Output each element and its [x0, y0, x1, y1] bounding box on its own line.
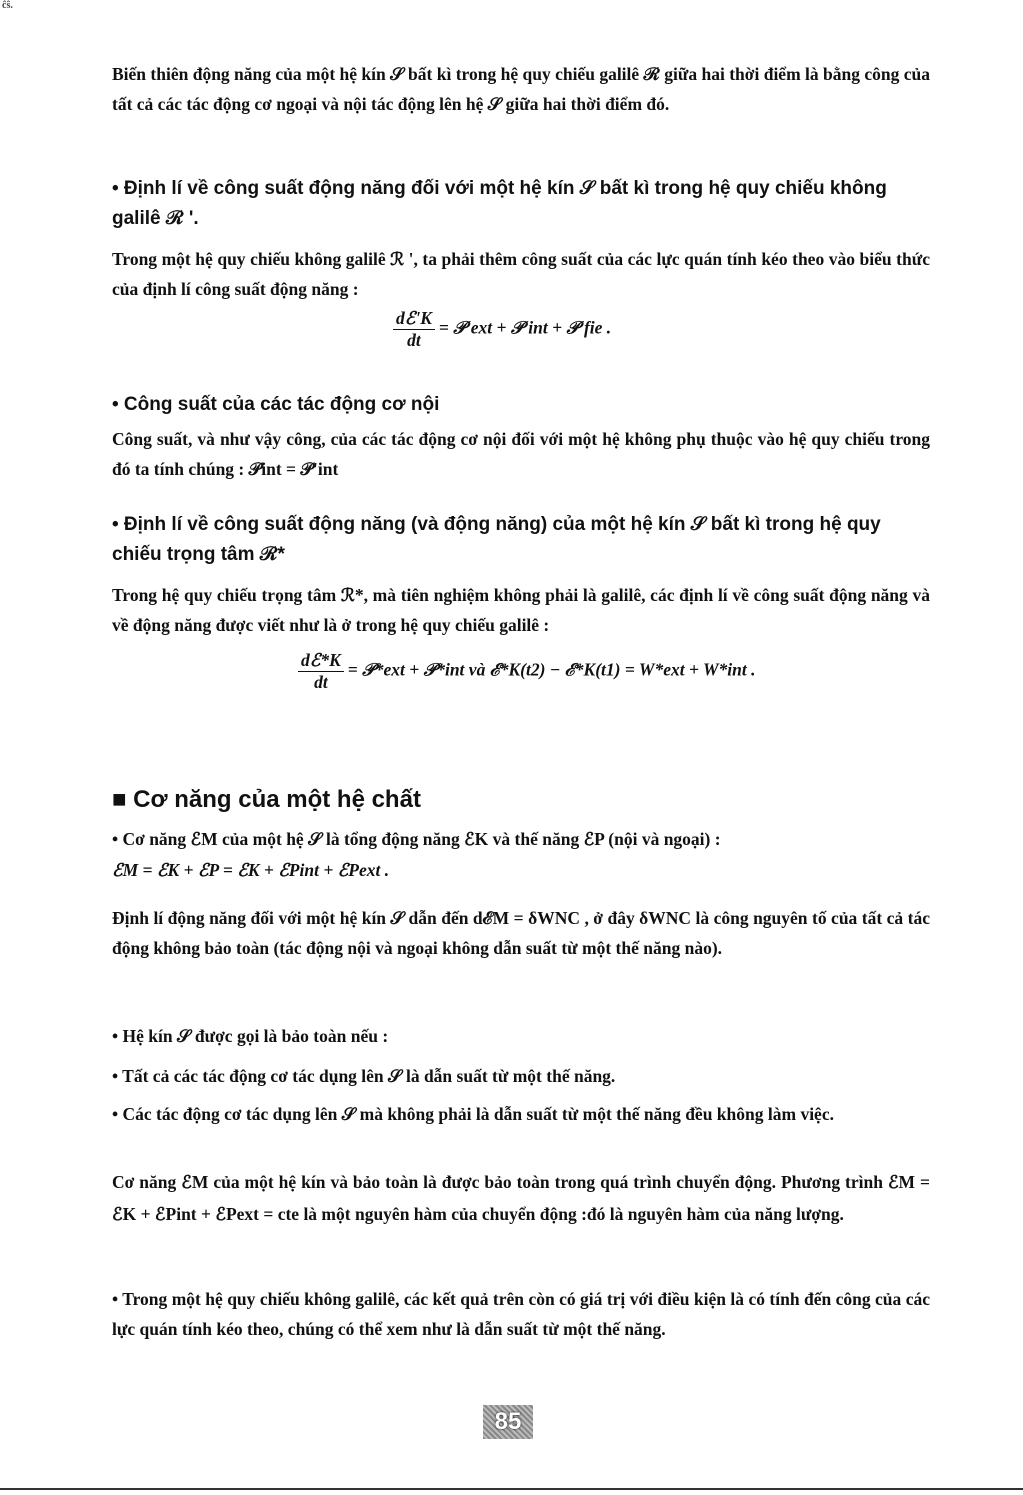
formula-rhs: = 𝒫'ext + 𝒫'int + 𝒫'fie . — [438, 317, 612, 338]
formula-numerator: dℰ*K — [298, 650, 344, 672]
paragraph-internal-power: Công suất, và như vậy công, của các tác động cơ nội đối với một hệ không phụ thuộc vào hệ quy chiếu trong đó ta tính chúng : 𝒫int = 𝒫'int — [112, 429, 930, 479]
heading-power-theorem-non-galilean: • Định lí về công suất động năng đối với một hệ kín 𝒮 bất kì trong hệ quy chiếu không galilê ℛ '. — [112, 178, 887, 229]
paragraph-non-galilean-note: • Trong một hệ quy chiếu không galilê, các kết quả trên còn có giá trị với điều kiện là có tính đến công của các lực quán tính kéo theo, chúng có thể xem như là dẫn suất từ một thế năng. — [112, 1289, 930, 1339]
page-bottom-border — [0, 1488, 1023, 1490]
paragraph-energy-conservation: Cơ năng ℰM của một hệ kín và bảo toàn là được bảo toàn trong quá trình chuyển động. Phương trình ℰM = ℰK + ℰPint + ℰPext = cte là một nguyên hàm của chuyển động :đó là nguyên hàm của năng lượng. — [112, 1172, 930, 1224]
formula-rhs: = 𝒫*ext + 𝒫*int và ℰ*K(t2) − ℰ*K(t1) = W*ext + W*int . — [347, 659, 756, 680]
formula-denominator: dt — [407, 330, 421, 350]
paragraph-kinetic-energy-theorem: Biến thiên động năng của một hệ kín 𝒮 bất kì trong hệ quy chiếu galilê ℛ giữa hai thời điểm là bằng công của tất cả các tác động cơ ngoại và nội tác động lên hệ 𝒮 giữa hai thời điểm đó. — [112, 64, 930, 114]
scan-corner-mark: ĉŝ. — [2, 0, 13, 11]
formula-power-non-galilean — [393, 308, 611, 351]
formula-mechanical-energy: ℰM = ℰK + ℰP = ℰK + ℰPint + ℰPext . — [112, 860, 390, 880]
formula-denominator: dt — [314, 672, 328, 692]
section-title: ■ Cơ năng của một hệ chất — [112, 786, 421, 813]
page-number: 85 — [483, 1405, 533, 1439]
paragraph-condition-2: • Các tác động cơ tác dụng lên 𝒮 mà không phải là dẫn suất từ một thế năng đều không làm việc. — [112, 1104, 834, 1124]
paragraph-mechanical-energy: • Cơ năng ℰM của một hệ 𝒮 là tổng động năng ℰK và thế năng ℰP (nội và ngoại) : — [112, 829, 721, 849]
paragraph-non-galilean: Trong một hệ quy chiếu không galilê ℛ ', ta phải thêm công suất của các lực quán tính kéo theo vào biểu thức của định lí công suất động năng : — [112, 249, 930, 299]
formula-numerator: dℰ'K — [393, 308, 435, 330]
paragraph-conservative-def: • Hệ kín 𝒮 được gọi là bảo toàn nếu : — [112, 1026, 389, 1046]
heading-internal-power: • Công suất của các tác động cơ nội — [112, 394, 440, 415]
formula-barycentric — [298, 650, 756, 693]
paragraph-nonconservative: Định lí động năng đối với một hệ kín 𝒮 dẫn đến dℰM = δWNC , ở đây δWNC là công nguyên tố của tất cả tác động không bảo toàn (tác động nội và ngoại không dẫn suất từ một thế năng nào). — [112, 908, 930, 958]
heading-barycentric-theorem: • Định lí về công suất động năng (và động năng) của một hệ kín 𝒮 bất kì trong hệ quy chiếu trọng tâm ℛ* — [112, 514, 881, 565]
paragraph-barycentric: Trong hệ quy chiếu trọng tâm ℛ*, mà tiên nghiệm không phải là galilê, các định lí về công suất động năng và về động năng được viết như là ở trong hệ quy chiếu galilê : — [112, 585, 930, 635]
paragraph-condition-1: • Tất cả các tác động cơ tác dụng lên 𝒮 là dẫn suất từ một thế năng. — [112, 1066, 616, 1086]
